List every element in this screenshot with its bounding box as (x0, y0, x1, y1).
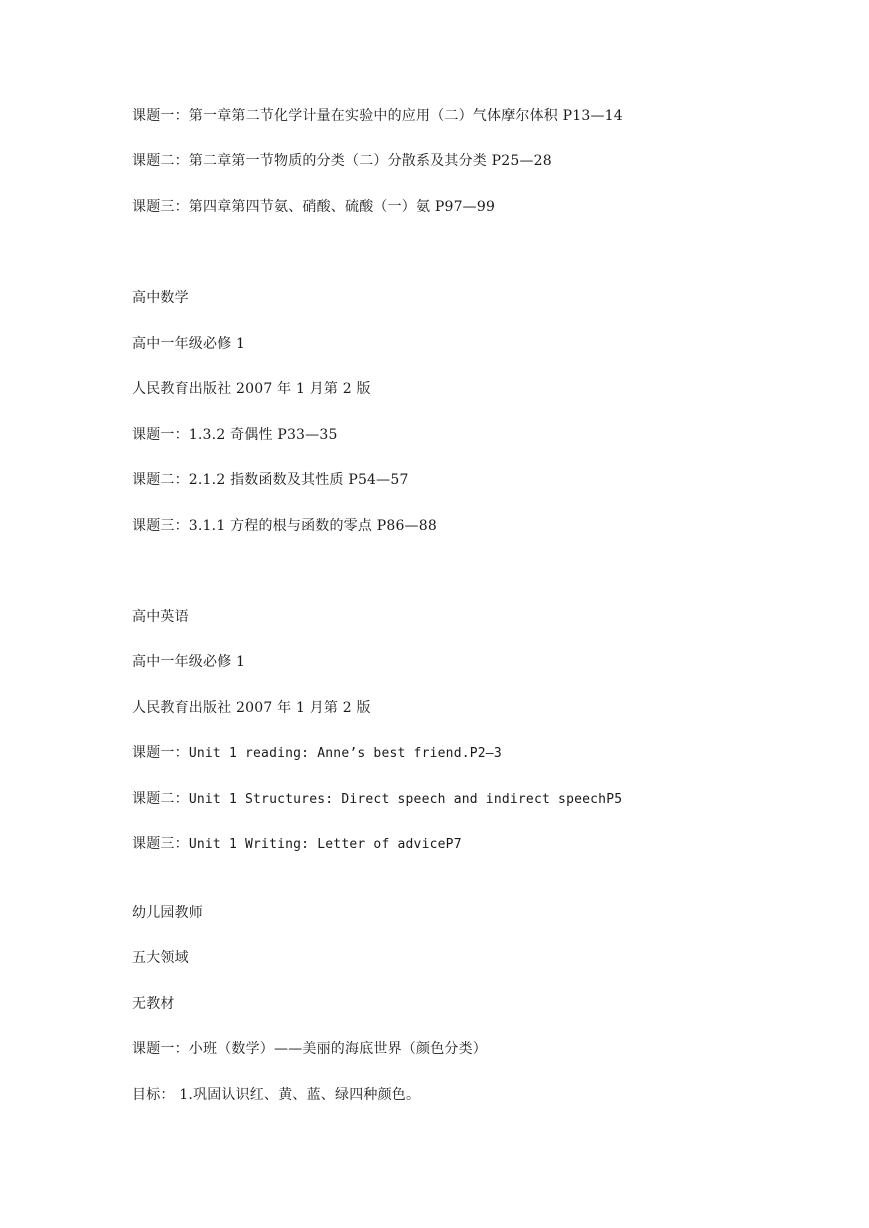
math-lesson-2: 课题二：2.1.2 指数函数及其性质 P54—57 (132, 472, 409, 488)
math-grade: 高中一年级必修 1 (132, 336, 246, 352)
english-lesson-3-text: Unit 1 Writing: Letter of adviceP7 (188, 837, 462, 852)
math-lesson-1: 课题一：1.3.2 奇偶性 P33—35 (132, 427, 338, 443)
english-lesson-1-text: Unit 1 reading: Anne’s best friend.P2—3 (188, 746, 502, 761)
math-subject-heading: 高中数学 (132, 290, 189, 306)
english-lesson-1 (132, 744, 502, 763)
english-lesson-3-prefix: 课题三： (132, 836, 189, 852)
kindergarten-lesson-1: 课题一：小班（数学）——美丽的海底世界（颜色分类） (132, 1041, 487, 1057)
chemistry-lesson-3: 课题三：第四章第四节氨、硝酸、硫酸（一）氨 P97—99 (132, 199, 496, 215)
english-lesson-2-prefix: 课题二： (132, 791, 189, 807)
chemistry-lesson-1: 课题一：第一章第二节化学计量在实验中的应用（二）气体摩尔体积 P13—14 (132, 108, 623, 124)
english-lesson-2 (132, 790, 622, 809)
kindergarten-domains: 五大领域 (132, 950, 189, 966)
english-lesson-3 (132, 835, 462, 854)
kindergarten-textbook: 无教材 (132, 996, 175, 1012)
english-grade: 高中一年级必修 1 (132, 654, 246, 670)
english-subject-heading: 高中英语 (132, 609, 189, 625)
kindergarten-subject-heading: 幼儿园教师 (132, 905, 203, 921)
english-lesson-1-prefix: 课题一： (132, 745, 189, 761)
math-lesson-3: 课题三：3.1.1 方程的根与函数的零点 P86—88 (132, 518, 437, 534)
chemistry-lesson-2: 课题二：第二章第一节物质的分类（二）分散系及其分类 P25—28 (132, 153, 552, 169)
math-publisher: 人民教育出版社 2007 年 1 月第 2 版 (132, 381, 371, 397)
english-lesson-2-text: Unit 1 Structures: Direct speech and indirect speechP5 (188, 792, 623, 807)
kindergarten-goal: 目标： 1.巩固认识红、黄、蓝、绿四种颜色。 (132, 1087, 421, 1103)
english-publisher: 人民教育出版社 2007 年 1 月第 2 版 (132, 700, 371, 716)
